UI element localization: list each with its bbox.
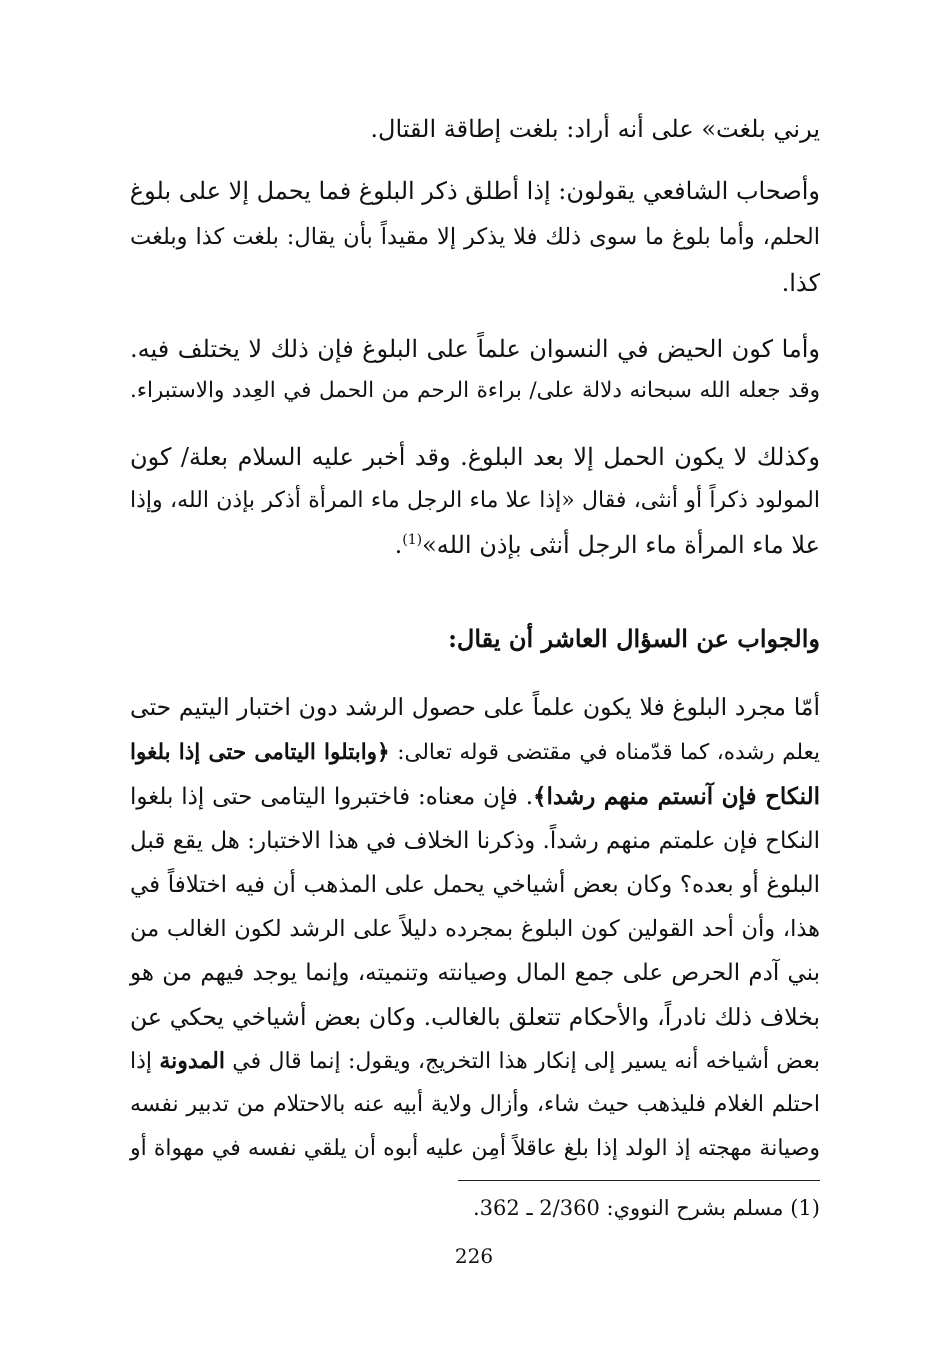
paragraph-2-line-1: وأصحاب الشافعي يقولون: إذا أطلق ذكر البلوغ فما يحمل إلا على بلوغ <box>129 177 820 205</box>
quran-verse-part-1: ﴿وابتلوا اليتامى حتى إذا بلغوا <box>130 740 390 765</box>
paragraph-4-line-3-end: . <box>394 531 403 559</box>
section-heading: والجواب عن السؤال العاشر أن يقال: <box>448 624 820 653</box>
paragraph-5-line-9-text: بعض أشياخه أنه يسير إلى إنكار هذا التخريج، ويقول: إنما قال في <box>224 1049 820 1074</box>
footnote: (1) مسلم بشرح النووي: 2/360 ـ 362. <box>472 1196 820 1220</box>
paragraph-4-line-2: المولود ذكراً أو أنثى، فقال «إذا علا ماء الرجل ماء المرأة أذكر بإذن الله، وإذا <box>130 488 820 513</box>
paragraph-5-line-10: احتلم الغلام فليذهب حيث شاء، وأزال ولاية أبيه عنه بالاحتلام من تدبير نفسه <box>130 1092 820 1117</box>
paragraph-5-line-1: أمّا مجرد البلوغ فلا يكون علماً على حصول الرشد دون اختبار اليتيم حتى <box>130 693 820 721</box>
paragraph-5-line-2 <box>130 734 820 772</box>
paragraph-4-line-1: وكذلك لا يكون الحمل إلا بعد البلوغ. وقد أخبر عليه السلام بعلة/ كون <box>130 443 820 471</box>
paragraph-1-line-1: يرني بلغت» على أنه أراد: بلغت إطاقة القتال. <box>370 115 820 143</box>
paragraph-5-line-3 <box>130 778 820 816</box>
paragraph-5-line-8: بخلاف ذلك نادراً، والأحكام تتعلق بالغالب. وكان بعض أشياخي يحكي عن <box>130 1003 820 1031</box>
paragraph-5-line-7: بني آدم الحرص على جمع المال وصيانته وتنميته، وإنما يوجد فيهم من هو <box>130 960 820 986</box>
paragraph-5-line-3-text: . فإن معناه: فاختبروا اليتامى حتى إذا بلغوا <box>130 784 534 810</box>
paragraph-4-line-3 <box>130 526 820 564</box>
footnote-reference[interactable]: (1) <box>402 532 423 548</box>
paragraph-2-line-3: كذا. <box>781 269 820 297</box>
paragraph-4-line-3-text: علا ماء المرأة ماء الرجل أنثى بإذن الله» <box>422 531 820 559</box>
paragraph-5-line-9 <box>130 1042 820 1081</box>
paragraph-5-line-9-end: إذا <box>130 1049 160 1074</box>
paragraph-5-line-5: البلوغ أو بعده؟ وكان بعض أشياخي يحمل على المذهب أن فيه اختلافاً في <box>130 872 820 898</box>
quran-verse-part-2: النكاح فإن آنستم منهم رشدا﴾ <box>533 783 820 810</box>
paragraph-3-line-1: وأما كون الحيض في النسوان علماً على البلوغ فإن ذلك لا يختلف فيه. <box>130 335 820 363</box>
page-number: 226 <box>454 1244 494 1268</box>
paragraph-5-line-2-text: يعلم رشده، كما قدّمناه في مقتضى قوله تعالى: <box>389 740 821 765</box>
mudawwana-reference: المدونة <box>159 1048 225 1074</box>
paragraph-3-line-2: وقد جعله الله سبحانه دلالة على/ براءة الرحم من الحمل في العِدد والاستبراء. <box>130 378 820 403</box>
footnote-divider <box>458 1180 820 1181</box>
paragraph-5-line-4: النكاح فإن علمتم منهم رشداً. وذكرنا الخلاف في هذا الاختبار: هل يقع قبل <box>130 828 820 854</box>
paragraph-2-line-2: الحلم، وأما بلوغ ما سوى ذلك فلا يذكر إلا مقيداً بأن يقال: بلغت كذا وبلغت <box>130 224 820 250</box>
paragraph-5-line-6: هذا، وأن أحد القولين كون البلوغ بمجرده دليلاً على الرشد لكون الغالب من <box>130 916 820 942</box>
paragraph-5-line-11: وصيانة مهجته إذ الولد إذا بلغ عاقلاً أمِن عليه أبوه أن يلقي نفسه في مهواة أو <box>130 1136 820 1161</box>
